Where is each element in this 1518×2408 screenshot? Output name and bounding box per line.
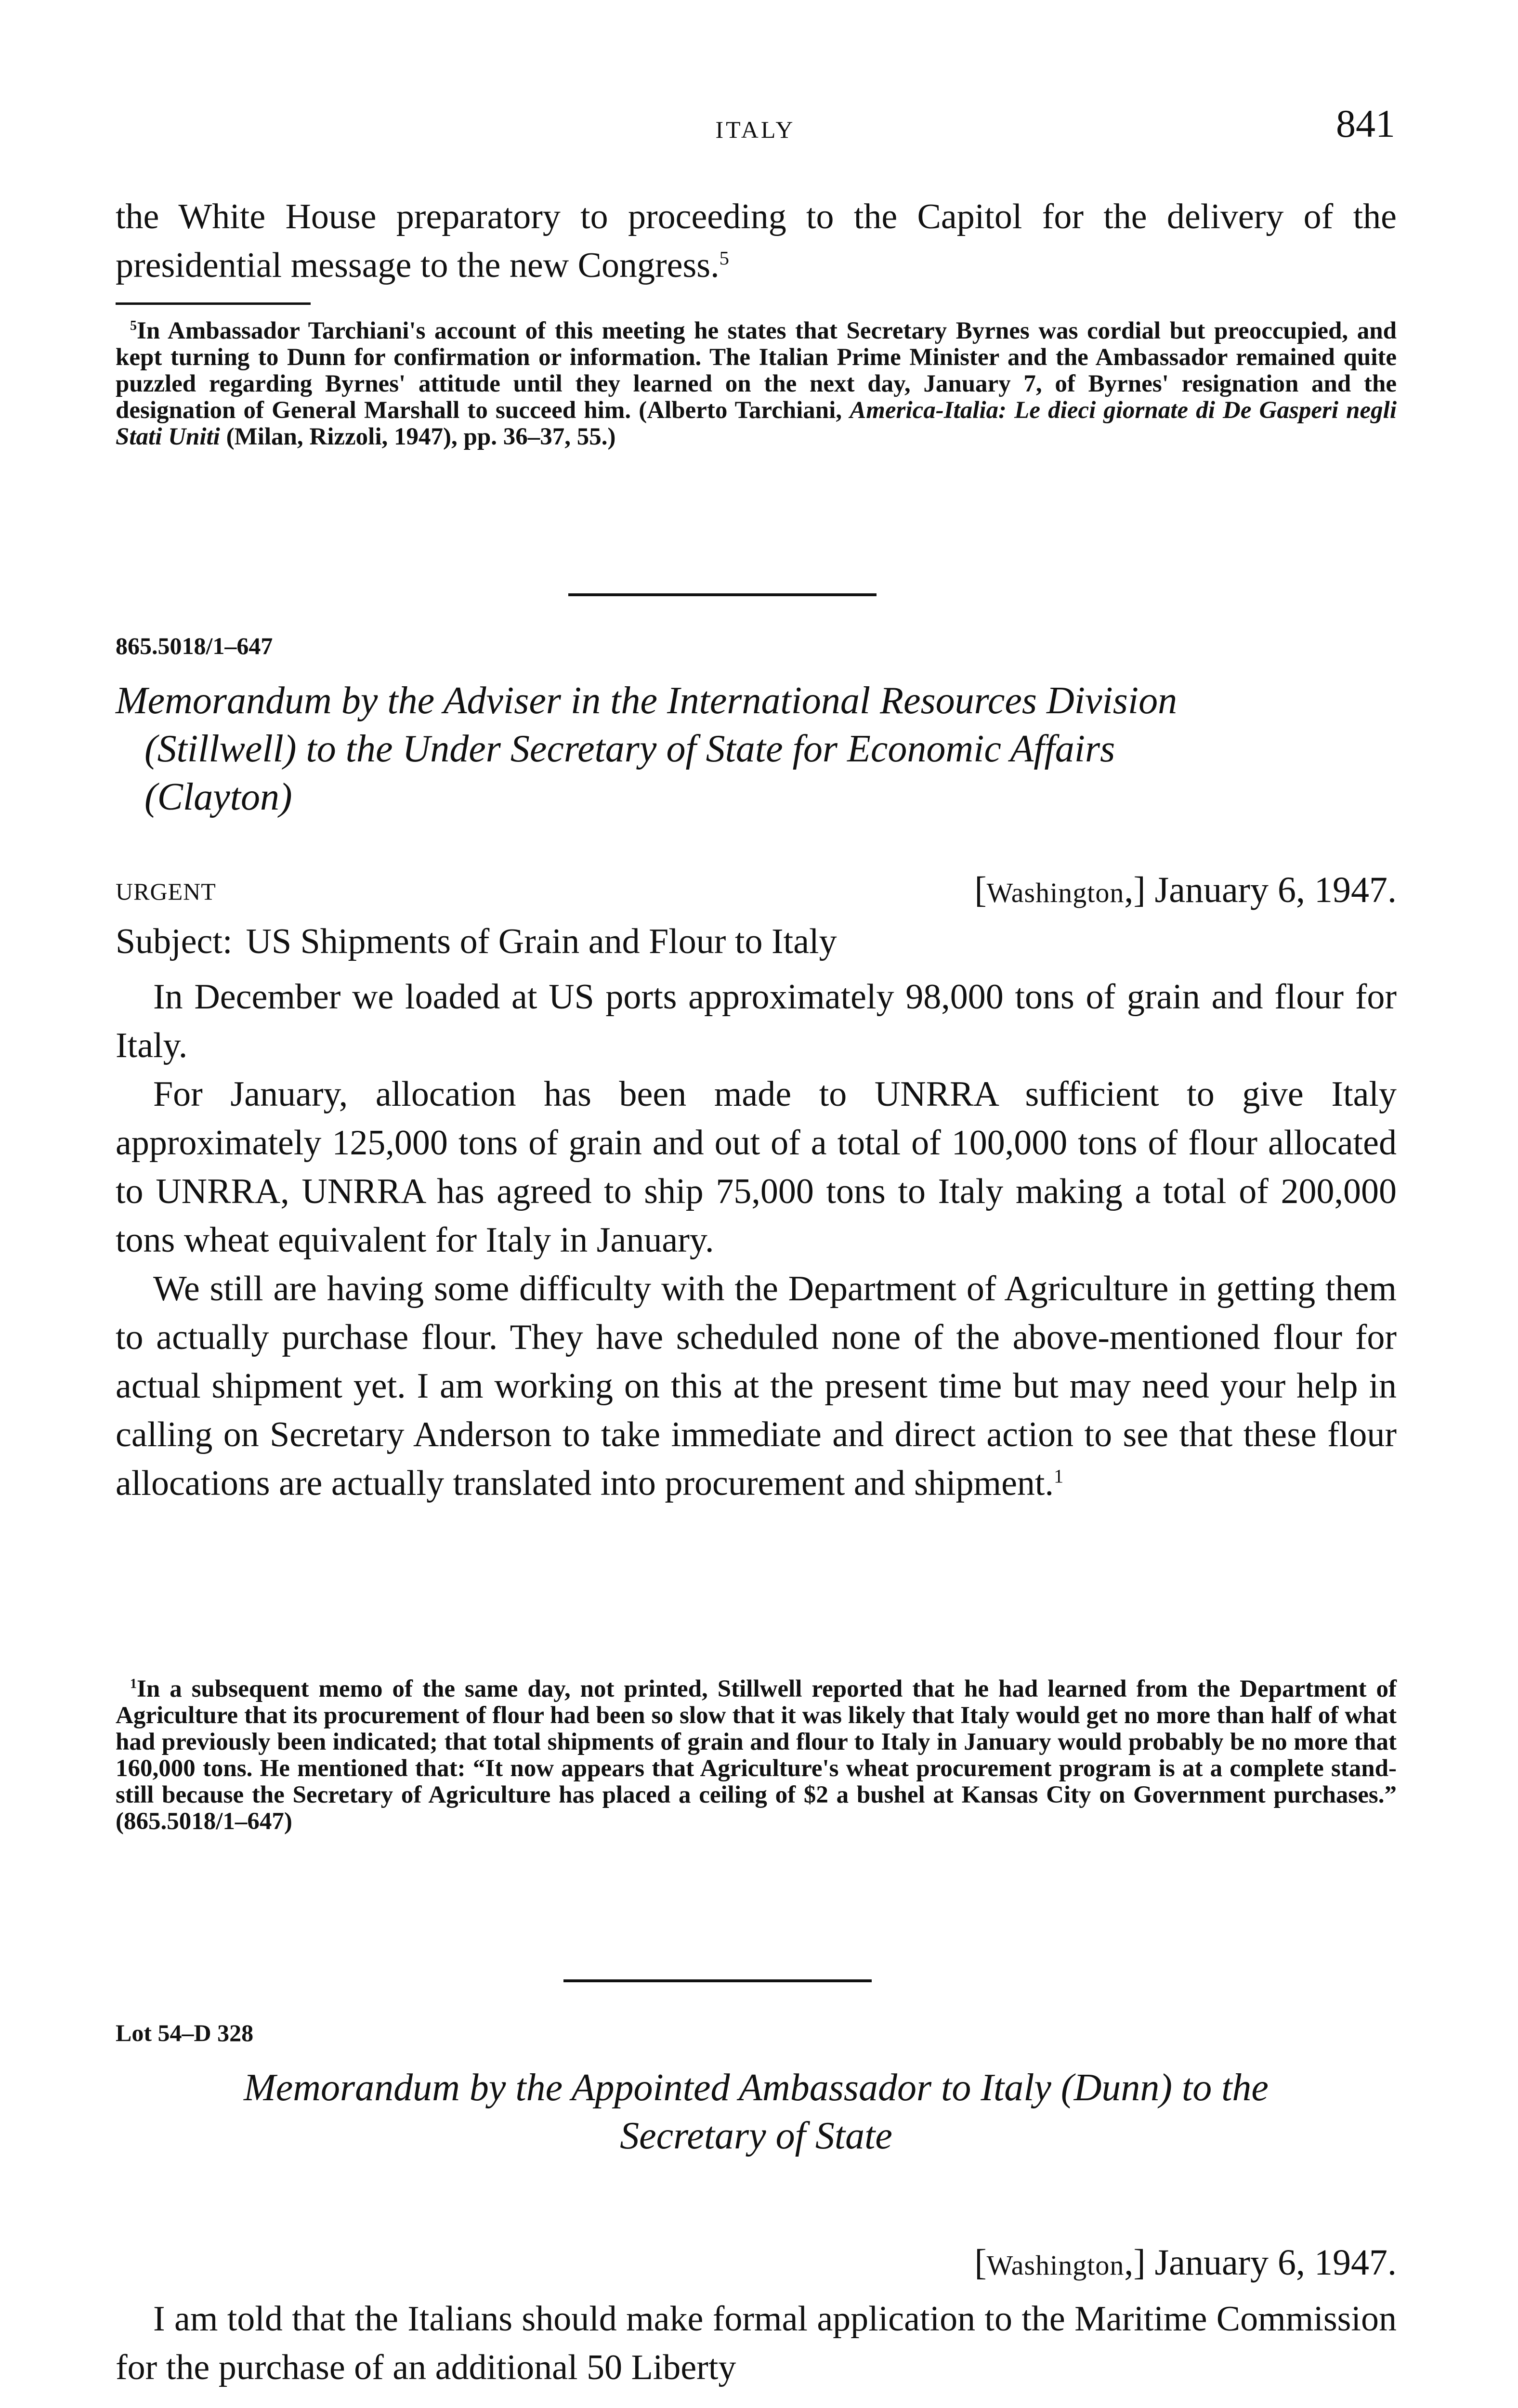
footnote-5 — [116, 318, 1397, 450]
footnote-1-marker: 1 — [130, 1676, 137, 1691]
carryover-paragraph — [116, 193, 1397, 290]
doc1-paragraph-1: In December we loaded at US ports approximately 98,000 tons of grain and flour for Italy. — [116, 977, 1397, 1065]
page-header — [116, 101, 1395, 154]
doc1-dateline-bracket-open: [ — [974, 870, 987, 910]
footnote-5-marker: 5 — [130, 318, 137, 333]
doc2-title — [116, 2064, 1397, 2160]
subject-text: US Shipments of Grain and Flour to Italy — [246, 922, 837, 961]
doc1-title-line-3: (Clayton) — [144, 776, 292, 818]
section-divider-2 — [563, 1979, 872, 1982]
footnote-1 — [116, 1676, 1397, 1835]
doc1-title — [116, 677, 1397, 821]
footnote-5-book-title: America-Italia: Le dieci giornate di De Gasperi negli Stati Uniti — [116, 397, 1397, 450]
footnote-ref-1: 1 — [1054, 1465, 1064, 1487]
doc2-dateline-date: January 6, 1947. — [1154, 2242, 1397, 2283]
doc1-dateline-date: January 6, 1947. — [1154, 870, 1397, 910]
doc2-dateline — [974, 2242, 1397, 2284]
doc2-body — [116, 2295, 1397, 2392]
doc1-body — [116, 973, 1397, 1508]
doc2-paragraph-1: I am told that the Italians should make formal application to the Maritime Commission for the purchase of an additional 50 Liberty — [116, 2299, 1397, 2387]
carryover-text: the White House preparatory to proceeding to the Capitol for the delivery of the presidential message to the new Congress. — [116, 197, 1397, 285]
doc2-title-line-2: Secretary of State — [620, 2115, 892, 2157]
doc1-dateline — [974, 869, 1397, 911]
doc2-title-line-1: Memorandum by the Appointed Ambassador to Italy (Dunn) to the — [244, 2067, 1269, 2109]
doc2-file-reference: Lot 54–D 328 — [116, 2019, 254, 2046]
doc1-paragraph-2: For January, allocation has been made to UNRRA sufficient to give Italy approximately 125,000 tons of grain and out of a total of 100,000 tons of flour allocated to UNRRA, UNRRA has agreed to ship 75,000 tons to Italy making a total of 200,000 tons wheat equivalent for Italy in January. — [116, 1074, 1397, 1260]
footnote-1-text: In a subsequent memo of the same day, not printed, Stillwell reported that he had learned from the Department of Agriculture that its procurement of flour had been so slow that it was likely that Italy would get no more than half of what had previously been indicated; that total shipments of grain and flour to Italy in January would probably be no more that 160,000 tons. He mentioned that: “It now appears that Agriculture's wheat procurement program is at a complete stand-still because the Secretary of Agriculture has placed a ceiling of $2 a bushel at Kansas City on Government purchases.” (865.5018/1–647) — [116, 1675, 1397, 1835]
doc1-dateline-place: Washington — [986, 877, 1125, 908]
doc1-title-line-1: Memorandum by the Adviser in the International Resources Division — [116, 680, 1178, 722]
doc1-dateline-bracket-close: ,] — [1124, 870, 1146, 910]
urgent-label: URGENT — [116, 878, 216, 905]
doc1-paragraph-3 — [116, 1265, 1397, 1508]
page-number: 841 — [1336, 102, 1395, 145]
doc2-dateline-place: Washington — [986, 2250, 1125, 2281]
footnote-rule-5 — [116, 302, 311, 305]
section-divider-1 — [568, 593, 877, 596]
footnote-5-text-end: (Milan, Rizzoli, 1947), pp. 36–37, 55.) — [220, 423, 616, 450]
footnote-5-text: In Ambassador Tarchiani's account of this meeting he states that Secretary Byrnes was cordial but preoccupied, and kept turning to Dunn for confirmation or information. The Italian Prime Minister and the Ambassador remained quite puzzled regarding Byrnes' attitude until they learned on the next day, January 7, of Byrnes' resignation and the designation of General Marshall to succeed him. (Alberto Tarchiani, — [116, 317, 1397, 424]
doc2-dateline-bracket-open: [ — [974, 2242, 987, 2283]
doc1-paragraph-3-text: We still are having some difficulty with the Department of Agriculture in getting them to actually purchase flour. They have scheduled none of the above-mentioned flour for actual shipment yet. I am working on this at the present time but may need your help in calling on Secretary Anderson to take immediate and direct action to see that these flour allocations are actually translated into procurement and shipment. — [116, 1269, 1397, 1503]
running-head: ITALY — [715, 116, 796, 143]
doc1-subject — [116, 917, 837, 966]
doc1-title-line-2: (Stillwell) to the Under Secretary of State for Economic Affairs — [144, 728, 1115, 770]
footnote-ref-5: 5 — [719, 247, 729, 269]
doc1-file-reference: 865.5018/1–647 — [116, 632, 273, 659]
subject-label: Subject: — [116, 922, 233, 961]
doc2-dateline-bracket-close: ,] — [1124, 2242, 1146, 2283]
